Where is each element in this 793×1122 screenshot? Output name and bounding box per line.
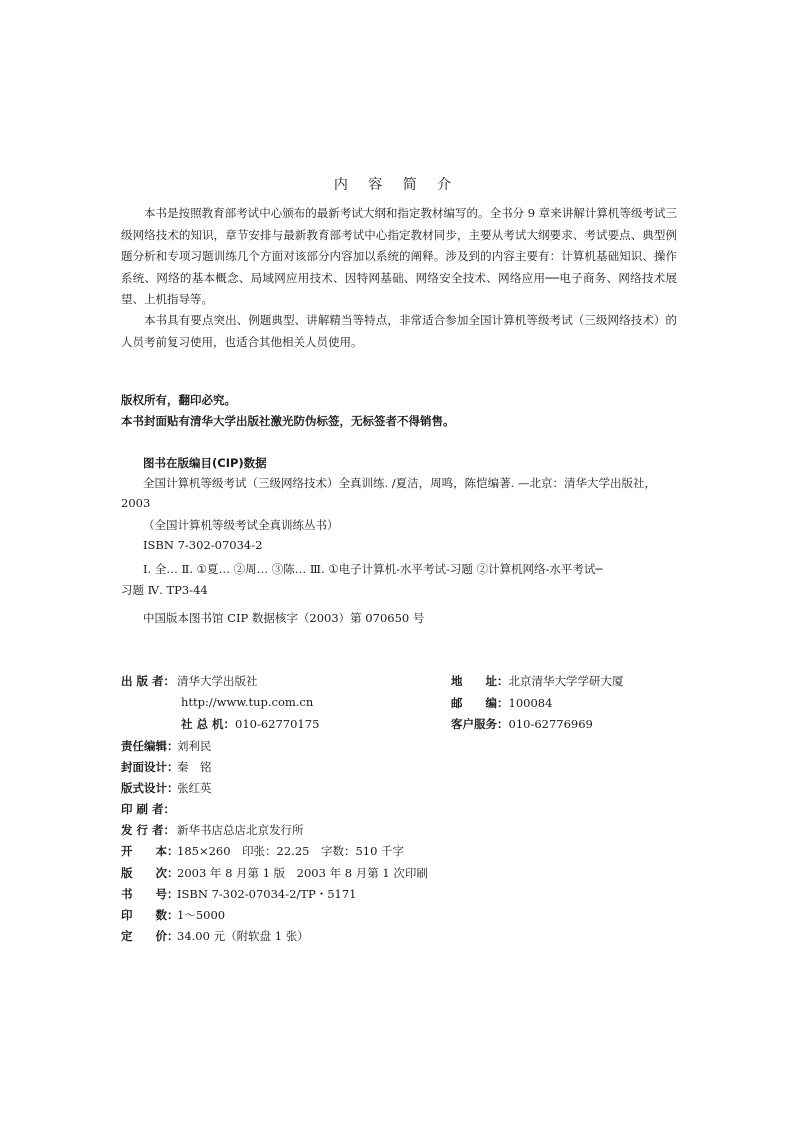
credit-value: 新华书店总店北京发行所 (177, 823, 304, 837)
credit-value: 34.00 元（附软盘 1 张） (177, 929, 309, 943)
credit-value: 刘利民 (177, 739, 212, 753)
cip-classification: 习题 Ⅳ. TP3-44 (121, 583, 208, 597)
credit-row (121, 780, 212, 800)
service-value: 010-62776969 (508, 717, 593, 731)
credit-value: 秦 铭 (177, 760, 212, 774)
credit-label: 版 次： (121, 866, 179, 880)
zip-row (451, 695, 552, 711)
service-label: 客户服务： (451, 717, 509, 731)
credit-value: ISBN 7-302-07034-2/TP・5171 (177, 887, 357, 901)
credit-row (121, 907, 225, 927)
cip-classification: Ⅰ. 全… Ⅱ. ①夏… ②周… ③陈… Ⅲ. ①电子计算机-水平考试-习题 ②计算机网络-水平考试─ (143, 562, 603, 576)
cip-heading: 图书在版编目(CIP)数据 (143, 456, 267, 470)
credit-value: 185×260 印张：22.25 字数：510 千字 (177, 844, 405, 858)
credit-label: 定 价： (121, 929, 179, 943)
credit-row (121, 759, 212, 779)
credit-row (121, 928, 309, 948)
publisher-switchboard (181, 716, 319, 732)
intro-paragraph-2: 本书具有要点突出、例题典型、讲解精当等特点，非常适合参加全国计算机等级考试（三级网络技术）的人员考前复习使用，也适合其他相关人员使用。 (121, 313, 677, 349)
credit-label: 印 数： (121, 908, 179, 922)
publisher-name: 清华大学出版社 (177, 674, 258, 688)
publisher-label: 出 版 者： (121, 674, 176, 688)
credit-row (121, 843, 404, 863)
publisher-url[interactable]: http://www.tup.com.cn (181, 695, 314, 709)
cip-line: 2003 (121, 496, 151, 510)
cip-series: （全国计算机等级考试全真训练丛书） (143, 518, 339, 532)
credit-value: 张红英 (177, 781, 212, 795)
anti-counterfeit-notice: 本书封面贴有清华大学出版社激光防伪标签，无标签者不得销售。 (121, 414, 455, 428)
copyright-notice: 版权所有，翻印必究。 (121, 393, 236, 407)
address-row (451, 673, 624, 689)
switchboard-label: 社 总 机： (181, 717, 236, 731)
credit-value: 1～5000 (177, 908, 226, 922)
credit-row (121, 822, 304, 842)
credit-row (121, 738, 212, 758)
cip-line: 全国计算机等级考试（三级网络技术）全真训练. /夏洁，周鸣，陈恺编著. —北京：清华大学出版社， (143, 476, 656, 490)
credit-label: 印 刷 者： (121, 802, 176, 816)
publisher-row (121, 673, 258, 693)
credit-label: 封面设计： (121, 760, 179, 774)
service-row (451, 716, 593, 732)
credit-label: 责任编辑： (121, 739, 179, 753)
credit-label: 版式设计： (121, 781, 179, 795)
zip-label: 邮 编： (451, 696, 509, 710)
credit-row (121, 886, 356, 906)
cip-isbn: ISBN 7-302-07034-2 (143, 538, 263, 552)
switchboard-value: 010-62770175 (235, 717, 320, 731)
credit-row (121, 865, 428, 885)
page-title: 内 容 简 介 (333, 177, 460, 193)
zip-value: 100084 (508, 696, 553, 710)
credit-label: 书 号： (121, 887, 179, 901)
address-label: 地 址： (451, 674, 509, 688)
credit-row (121, 801, 177, 821)
credit-value: 2003 年 8 月第 1 版 2003 年 8 月第 1 次印刷 (177, 866, 428, 880)
cip-number: 中国版本图书馆 CIP 数据核字（2003）第 070650 号 (143, 611, 425, 625)
address-value: 北京清华大学学研大厦 (508, 674, 624, 688)
credit-label: 开 本： (121, 844, 179, 858)
intro-paragraph-1: 本书是按照教育部考试中心颁布的最新考试大纲和指定教材编写的。全书分 9 章来讲解计算机等级考试三级网络技术的知识，章节安排与最新教育部考试中心指定教材同步，主要从考试大纲要求、考试要点、典型例题分析和专项习题训练几个方面对该部分内容加以系统的阐释。涉及到的内容主要有：计算机基础知识、操作系统、网络的基本概念、局域网应用技术、因特网基础、网络安全技术、网络应用──电子商务、网络技术展望、上机指导等。 (121, 206, 677, 306)
credit-label: 发 行 者： (121, 823, 176, 837)
